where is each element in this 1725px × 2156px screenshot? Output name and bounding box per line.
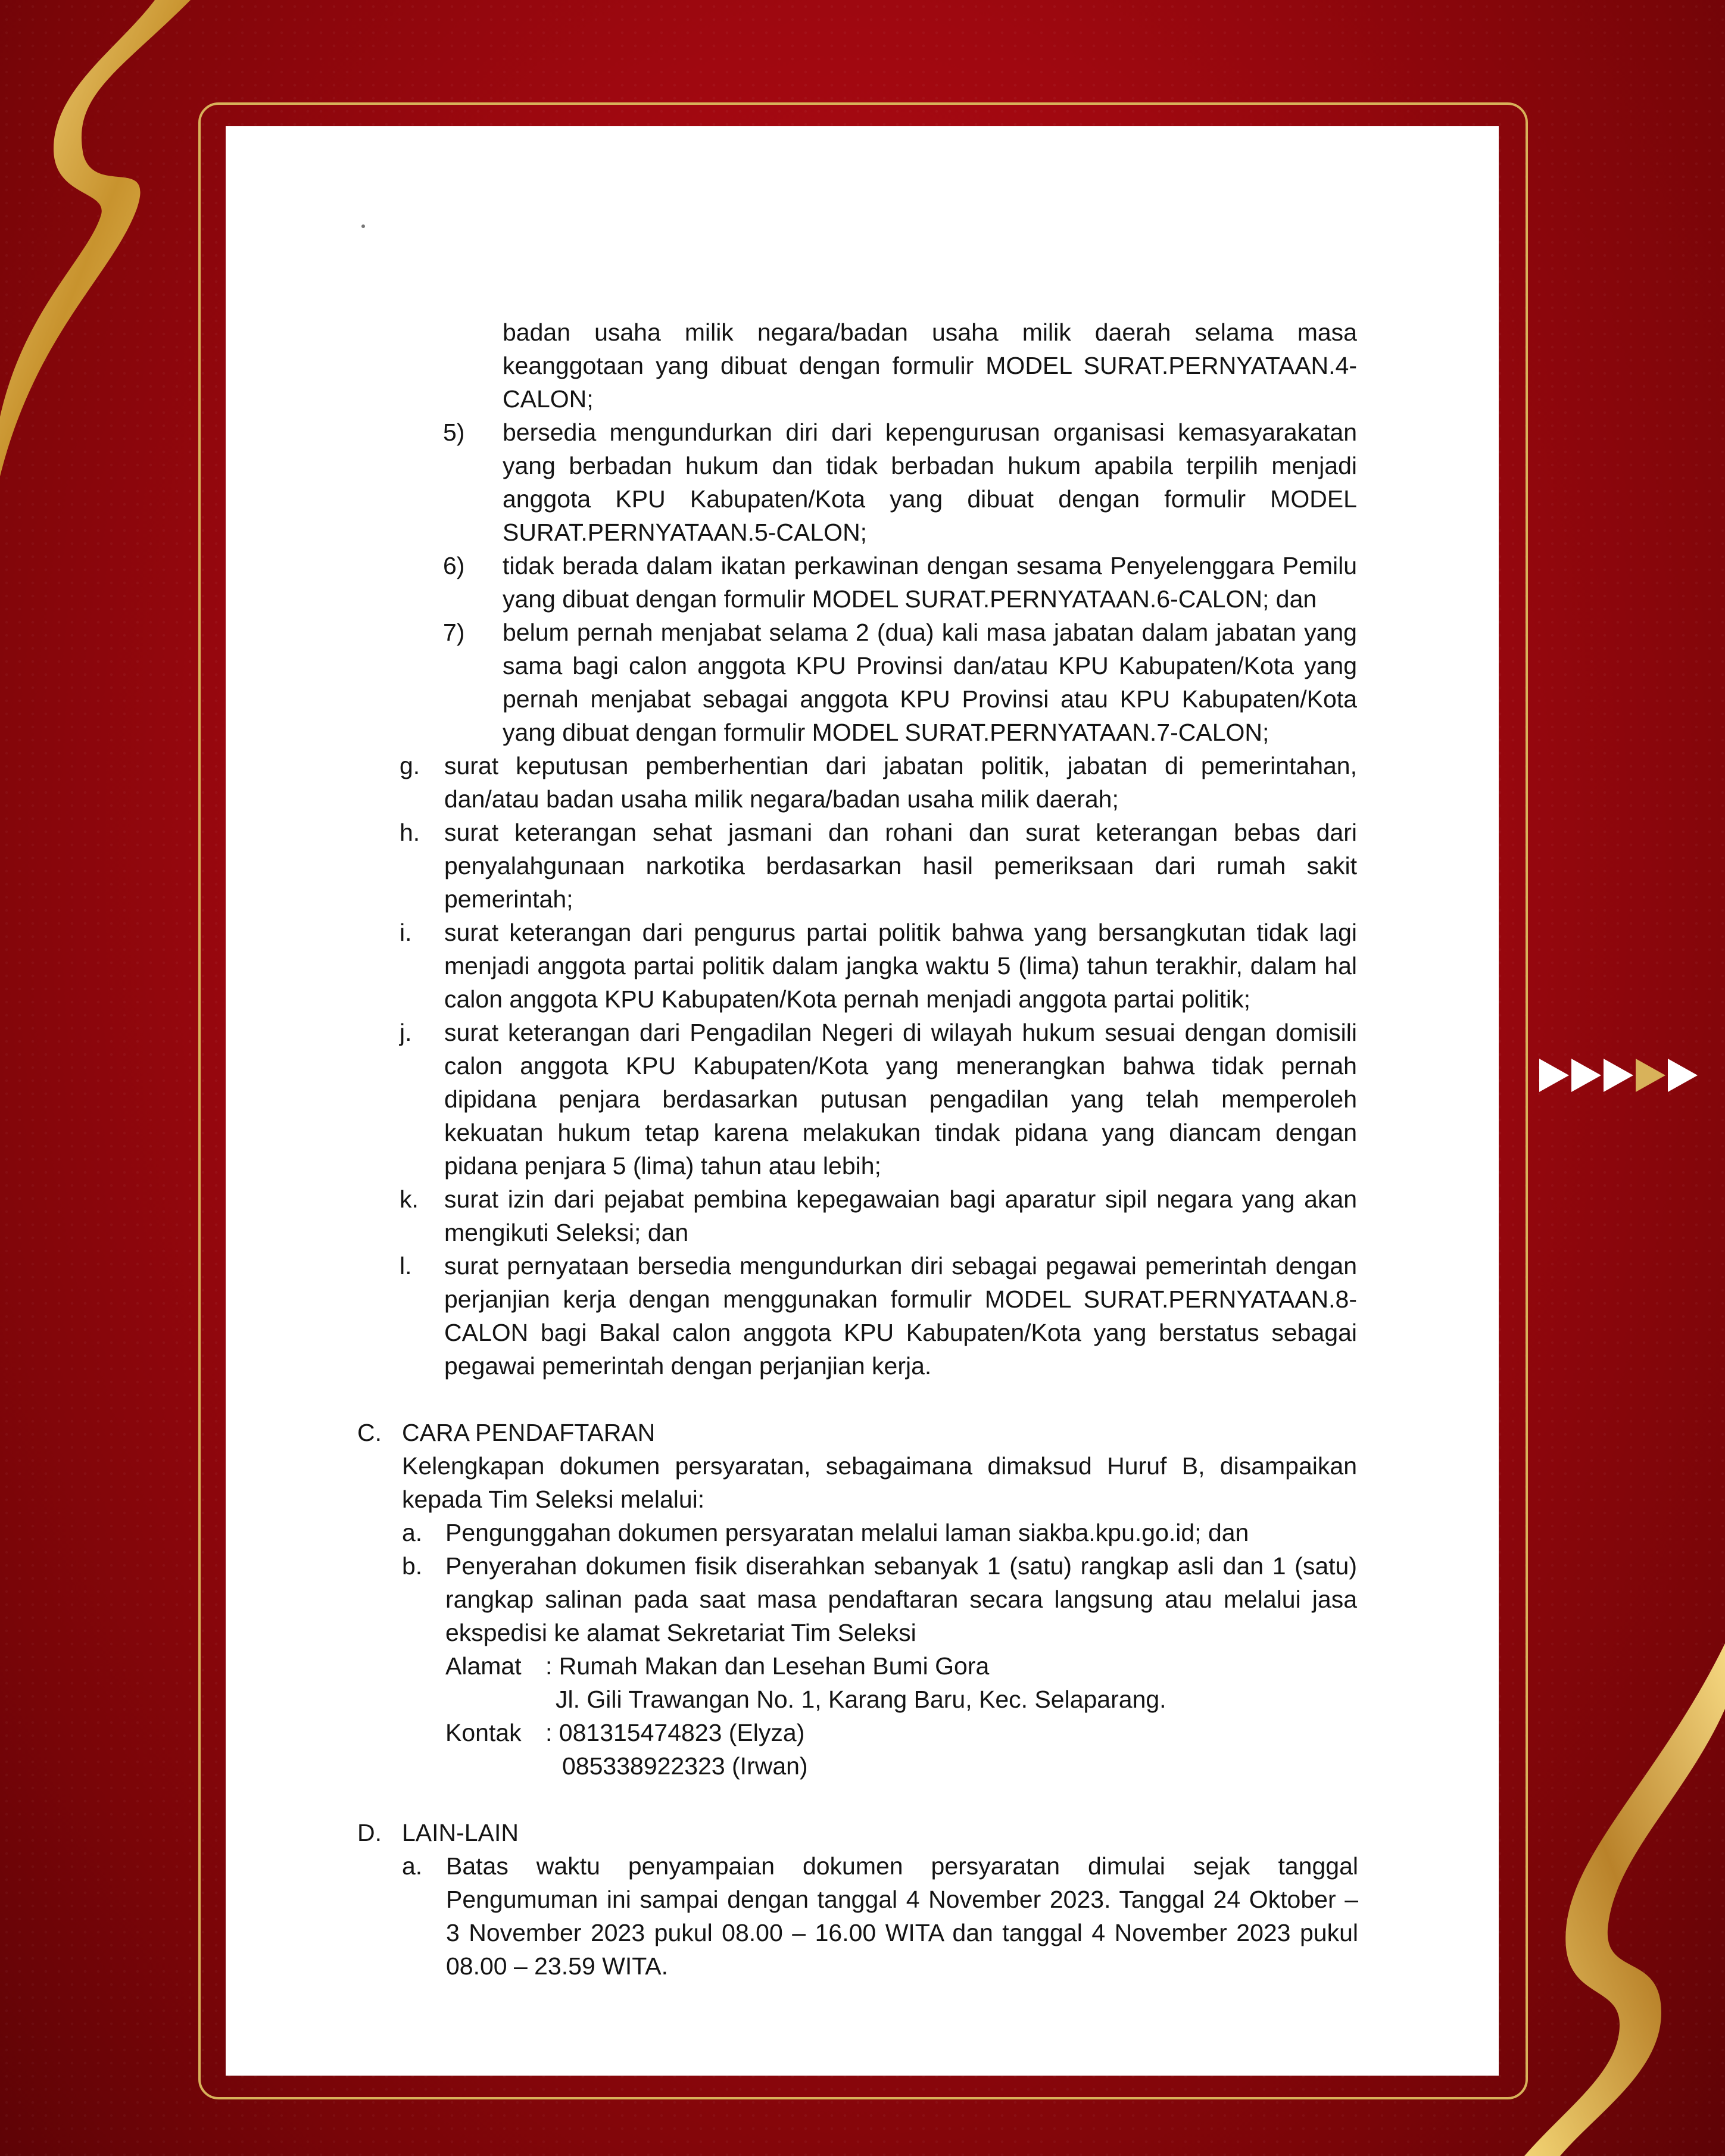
list-item-text: calon anggota KPU Kabupaten/Kota yang menerangkan bahwa tidak pernah bbox=[444, 1052, 1357, 1079]
section-marker: C. bbox=[357, 1419, 382, 1446]
list-item-text: dan/atau badan usaha milik negara/badan usaha milik daerah; bbox=[444, 785, 1119, 813]
list-item-text: penyalahgunaan narkotika berdasarkan hasil pemeriksaan dari rumah sakit bbox=[444, 852, 1357, 879]
list-item-text: surat izin dari pejabat pembina kepegawaian bagi aparatur sipil negara yang akan bbox=[444, 1185, 1357, 1213]
section-heading: CARA PENDAFTARAN bbox=[402, 1419, 656, 1446]
list-item-text: pegawai pemerintah dengan perjanjian kerja. bbox=[444, 1352, 932, 1380]
list-item-text: tidak berada dalam ikatan perkawinan dengan sesama Penyelenggara Pemilu bbox=[503, 552, 1357, 579]
list-item-text: Pengunggahan dokumen persyaratan melalui laman siakba.kpu.go.id; dan bbox=[445, 1519, 1249, 1546]
gold-ribbon-top-left bbox=[0, 0, 202, 524]
list-item-number: 7) bbox=[443, 619, 465, 646]
list-item-text: yang dibuat dengan formulir MODEL SURAT.PERNYATAAN.6-CALON; dan bbox=[503, 585, 1317, 613]
list-item-text: kekuatan hukum tetap karena melakukan tindak pidana yang diancam dengan bbox=[444, 1119, 1357, 1146]
list-item-text: keanggotaan yang dibuat dengan formulir MODEL SURAT.PERNYATAAN.4- bbox=[503, 352, 1357, 379]
list-item-text: SURAT.PERNYATAAN.5-CALON; bbox=[503, 519, 868, 546]
list-item-text: yang berbadan hukum dan tidak berbadan hukum apabila terpilih menjadi bbox=[503, 452, 1357, 479]
address-value: Jl. Gili Trawangan No. 1, Karang Baru, Kec. Selaparang. bbox=[556, 1686, 1166, 1713]
list-item-letter: g. bbox=[400, 752, 420, 779]
list-item-letter: j. bbox=[400, 1019, 412, 1046]
address-value: : Rumah Makan dan Lesehan Bumi Gora bbox=[545, 1652, 990, 1680]
list-item-text: Penyerahan dokumen fisik diserahkan sebanyak 1 (satu) rangkap asli dan 1 (satu) bbox=[445, 1552, 1357, 1580]
address-label: Alamat bbox=[445, 1652, 522, 1680]
list-item-text: anggota KPU Kabupaten/Kota yang dibuat dengan formulir MODEL bbox=[503, 485, 1357, 513]
list-item-text: 3 November 2023 pukul 08.00 – 16.00 WITA dan tanggal 4 November 2023 pukul bbox=[446, 1919, 1358, 1946]
list-item-text: perjanjian kerja dengan menggunakan formulir MODEL SURAT.PERNYATAAN.8- bbox=[444, 1286, 1357, 1313]
scan-speck bbox=[362, 225, 364, 227]
section-marker: D. bbox=[357, 1819, 382, 1846]
list-item-letter: h. bbox=[400, 819, 420, 846]
list-item-letter: i. bbox=[400, 919, 412, 946]
contact-value: : 081315474823 (Elyza) bbox=[545, 1719, 805, 1746]
list-item-letter: l. bbox=[400, 1252, 412, 1280]
list-item-text: sama bagi calon anggota KPU Provinsi dan/atau KPU Kabupaten/Kota yang bbox=[503, 652, 1357, 679]
section-intro: kepada Tim Seleksi melalui: bbox=[402, 1486, 705, 1513]
list-item-text: pemerintah; bbox=[444, 885, 573, 913]
list-item-text: dipidana penjara berdasarkan putusan pengadilan yang telah memperoleh bbox=[444, 1085, 1357, 1113]
list-item-letter: k. bbox=[400, 1185, 419, 1213]
section-intro: Kelengkapan dokumen persyaratan, sebagaimana dimaksud Huruf B, disampaikan bbox=[402, 1452, 1357, 1480]
gold-ribbon-bottom-right bbox=[1524, 1643, 1725, 2156]
document-page bbox=[226, 126, 1499, 2076]
list-item-letter: b. bbox=[402, 1552, 423, 1580]
list-item-text: Batas waktu penyampaian dokumen persyaratan dimulai sejak tanggal bbox=[446, 1852, 1358, 1880]
list-item-number: 6) bbox=[443, 552, 465, 579]
list-item-letter: a. bbox=[402, 1519, 423, 1546]
list-item-text: ekspedisi ke alamat Sekretariat Tim Seleksi bbox=[445, 1619, 916, 1646]
list-item-text: badan usaha milik negara/badan usaha milik daerah selama masa bbox=[503, 319, 1357, 346]
list-item-text: bersedia mengundurkan diri dari kepengurusan organisasi kemasyarakatan bbox=[503, 419, 1357, 446]
list-item-text: rangkap salinan pada saat masa pendaftaran secara langsung atau melalui jasa bbox=[445, 1586, 1357, 1613]
section-heading: LAIN-LAIN bbox=[402, 1819, 519, 1846]
list-item-text: surat keterangan dari pengurus partai politik bahwa yang bersangkutan tidak lagi bbox=[444, 919, 1357, 946]
list-item-text: pernah menjabat sebagai anggota KPU Provinsi atau KPU Kabupaten/Kota bbox=[503, 685, 1357, 713]
list-item-text: CALON; bbox=[503, 385, 594, 413]
list-item-text: mengikuti Seleksi; dan bbox=[444, 1219, 689, 1246]
list-item-text: CALON bagi Bakal calon anggota KPU Kabupaten/Kota yang berstatus sebagai bbox=[444, 1319, 1357, 1346]
play-arrows-icon bbox=[1539, 1059, 1698, 1092]
list-item-text: menjadi anggota partai politik dalam jangka waktu 5 (lima) tahun terakhir, dalam hal bbox=[444, 952, 1357, 979]
list-item-text: surat keputusan pemberhentian dari jabatan politik, jabatan di pemerintahan, bbox=[444, 752, 1357, 779]
list-item-text: surat pernyataan bersedia mengundurkan diri sebagai pegawai pemerintah dengan bbox=[444, 1252, 1357, 1280]
list-item-text: pidana penjara 5 (lima) tahun atau lebih; bbox=[444, 1152, 881, 1180]
list-item-text: yang dibuat dengan formulir MODEL SURAT.PERNYATAAN.7-CALON; bbox=[503, 719, 1269, 746]
list-item-text: belum pernah menjabat selama 2 (dua) kali masa jabatan dalam jabatan yang bbox=[503, 619, 1357, 646]
contact-label: Kontak bbox=[445, 1719, 522, 1746]
list-item-text: 08.00 – 23.59 WITA. bbox=[446, 1952, 669, 1980]
list-item-text: surat keterangan sehat jasmani dan rohani dan surat keterangan bebas dari bbox=[444, 819, 1357, 846]
list-item-letter: a. bbox=[402, 1852, 423, 1880]
contact-value: 085338922323 (Irwan) bbox=[562, 1752, 808, 1780]
list-item-text: surat keterangan dari Pengadilan Negeri di wilayah hukum sesuai dengan domisili bbox=[444, 1019, 1357, 1046]
list-item-number: 5) bbox=[443, 419, 465, 446]
list-item-text: calon anggota KPU Kabupaten/Kota pernah menjadi anggota partai politik; bbox=[444, 985, 1250, 1013]
list-item-text: Pengumuman ini sampai dengan tanggal 4 November 2023. Tanggal 24 Oktober – bbox=[446, 1886, 1358, 1913]
